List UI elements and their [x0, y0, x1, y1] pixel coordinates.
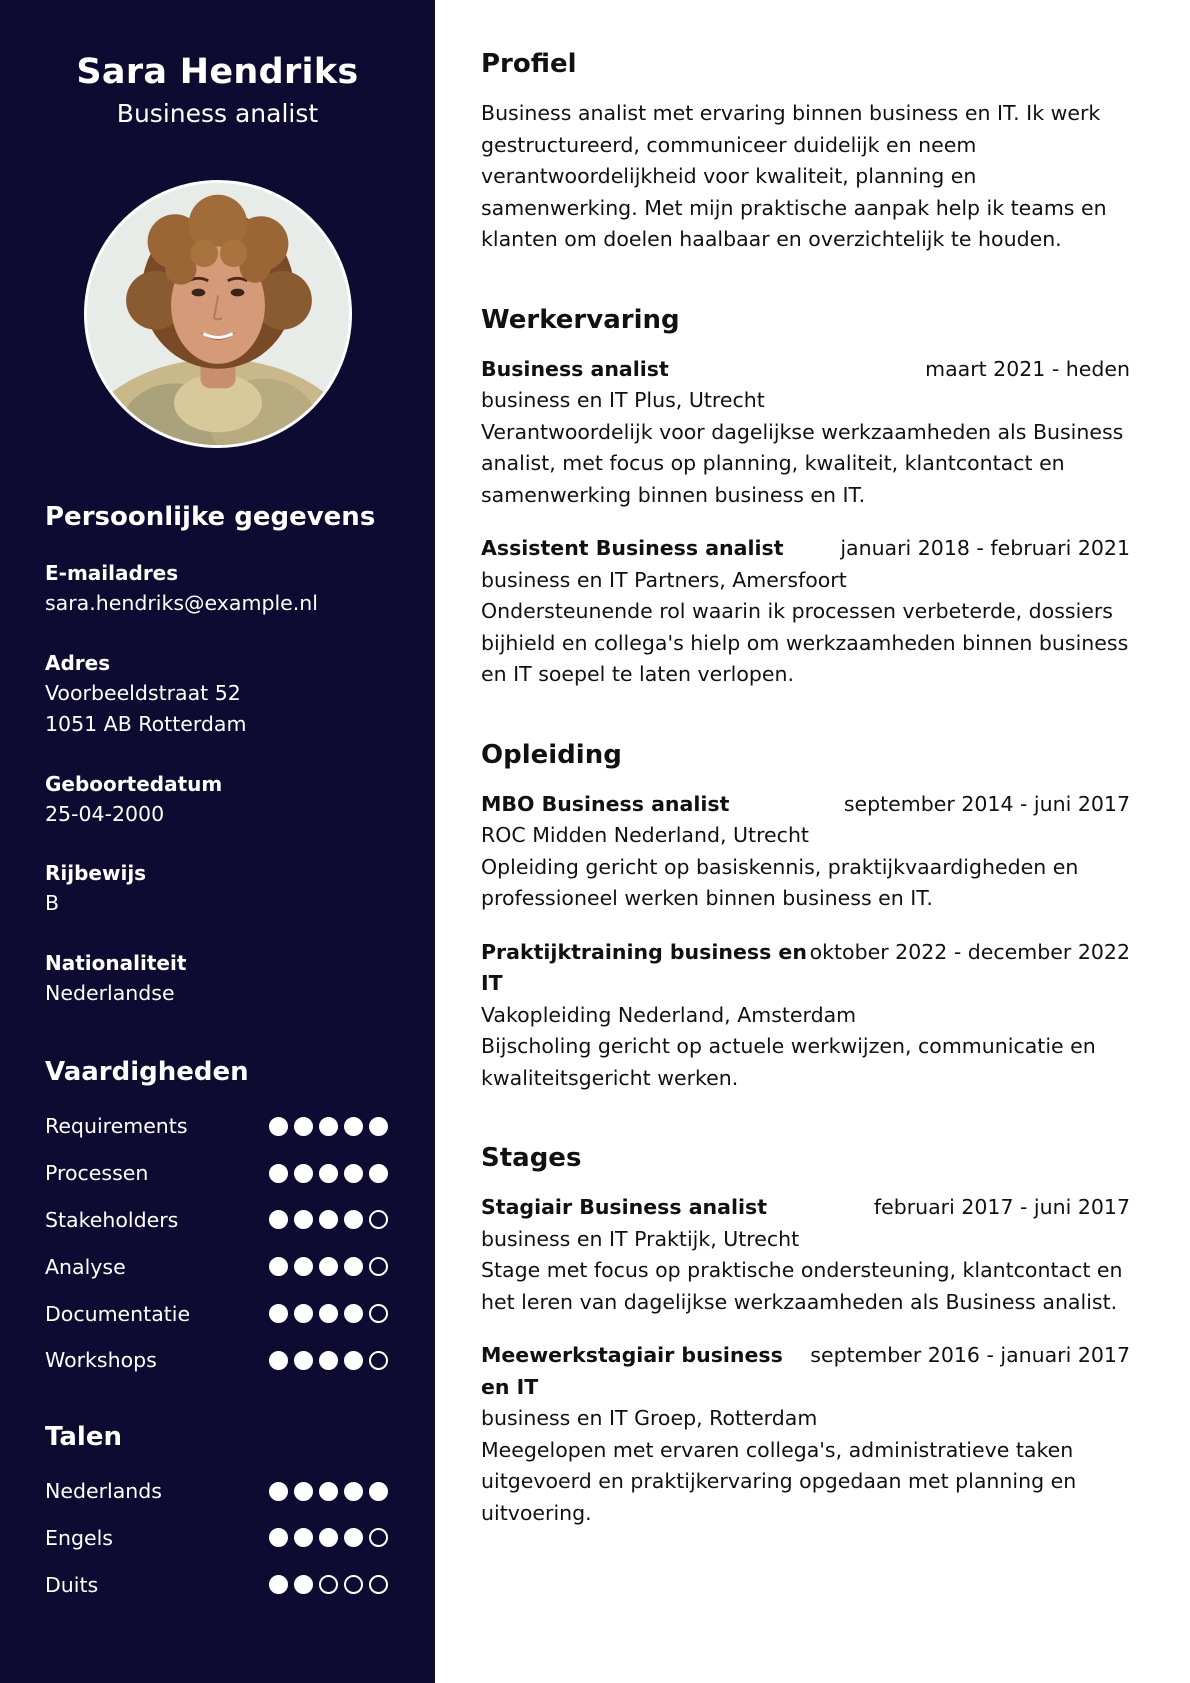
rating-dot-empty	[319, 1575, 338, 1594]
detail-value: Nederlandse	[45, 980, 175, 1005]
rating-dot-filled	[344, 1528, 363, 1547]
profile-photo	[87, 183, 349, 445]
language-row	[45, 1561, 390, 1608]
avatar	[84, 180, 352, 448]
detail-label: Nationaliteit	[45, 950, 187, 975]
skill-name: Requirements	[45, 1114, 188, 1139]
rating-dots	[269, 1351, 388, 1370]
entry	[481, 1340, 1130, 1529]
language-name: Nederlands	[45, 1479, 162, 1504]
personal-details	[45, 558, 390, 1009]
entry-date: januari 2018 - februari 2021	[840, 536, 1130, 560]
entry-description: Meegelopen met ervaren collega's, administratieve taken uitgevoerd en praktijkervaring opgedaan met planning en uitvoering.	[481, 1437, 1077, 1525]
rating-dots	[269, 1257, 388, 1276]
skill-name: Documentatie	[45, 1301, 191, 1326]
entry-role: MBO Business analist	[481, 791, 730, 816]
rating-dot-filled	[319, 1304, 338, 1323]
rating-dot-filled	[269, 1117, 288, 1136]
language-row	[45, 1515, 390, 1562]
profile-text: Business analist met ervaring binnen business en IT. Ik werk gestructureerd, communiceer duidelijk en neem verantwoordelijkheid voor kwaliteit, planning en samenwerking. Met mijn praktische aanpak help ik teams en klanten om doelen haalbaar en overzichtelijk te houden.	[481, 101, 1107, 251]
entry-description: Stage met focus op praktische ondersteuning, klantcontact en het leren van dagelijkse werkzaamheden als Business analist.	[481, 1258, 1123, 1314]
detail-item	[45, 648, 390, 741]
rating-dot-filled	[369, 1482, 388, 1501]
entry-header	[481, 533, 1130, 565]
entry-date: oktober 2022 - december 2022	[809, 939, 1130, 964]
entry	[481, 1192, 1130, 1318]
rating-dot-filled	[294, 1482, 313, 1501]
cv-section	[481, 737, 1130, 1095]
rating-dot-filled	[319, 1117, 338, 1136]
rating-dot-filled	[269, 1575, 288, 1594]
entry-organization: ROC Midden Nederland, Utrecht	[481, 823, 809, 847]
language-name: Duits	[45, 1572, 99, 1597]
rating-dots	[269, 1482, 388, 1501]
rating-dot-filled	[269, 1304, 288, 1323]
entry-organization: business en IT Groep, Rotterdam	[481, 1406, 818, 1430]
section-entries	[481, 354, 1130, 691]
detail-value: sara.hendriks@example.nl	[45, 591, 318, 615]
detail-item	[45, 948, 390, 1010]
rating-dot-filled	[294, 1304, 313, 1323]
rating-dot-filled	[269, 1210, 288, 1229]
rating-dot-filled	[344, 1351, 363, 1370]
detail-item	[45, 558, 390, 620]
cv-sections	[481, 302, 1130, 1530]
skill-name: Stakeholders	[45, 1207, 179, 1232]
entry-role: Assistent Business analist	[481, 536, 784, 560]
rating-dot-filled	[319, 1528, 338, 1547]
cv-section	[481, 1140, 1130, 1529]
skill-name: Processen	[45, 1161, 149, 1186]
rating-dot-filled	[369, 1164, 388, 1183]
entry-description: Opleiding gericht op basiskennis, praktijkvaardigheden en professioneel werken binnen business en IT.	[481, 854, 1079, 910]
entry-role: Stagiair Business analist	[481, 1195, 768, 1219]
rating-dots	[269, 1575, 388, 1594]
section-entries	[481, 789, 1130, 1095]
rating-dot-filled	[344, 1117, 363, 1136]
skill-row	[45, 1197, 390, 1244]
rating-dot-filled	[269, 1528, 288, 1547]
languages-heading: Talen	[45, 1421, 122, 1452]
rating-dot-filled	[344, 1482, 363, 1501]
section-heading: Opleiding	[481, 739, 622, 770]
entry-role: Meewerkstagiair business en IT	[481, 1343, 783, 1399]
entry-header	[481, 1192, 1130, 1224]
rating-dot-empty	[369, 1528, 388, 1547]
rating-dot-filled	[369, 1117, 388, 1136]
detail-value: 1051 AB Rotterdam	[45, 712, 247, 736]
job-title: Business analist	[116, 99, 319, 128]
entry-organization: business en IT Plus, Utrecht	[481, 388, 765, 412]
rating-dots	[269, 1117, 388, 1136]
rating-dot-empty	[369, 1575, 388, 1594]
detail-value: 25-04-2000	[45, 801, 165, 826]
languages-list	[45, 1468, 390, 1608]
rating-dots	[269, 1304, 388, 1323]
rating-dot-filled	[269, 1351, 288, 1370]
main-content	[435, 0, 1190, 1683]
rating-dots	[269, 1164, 388, 1183]
rating-dot-filled	[294, 1351, 313, 1370]
person-name: Sara Hendriks	[76, 52, 359, 92]
rating-dot-filled	[294, 1164, 313, 1183]
detail-value: B	[45, 891, 60, 915]
entry-header	[481, 354, 1130, 386]
entry-organization: business en IT Praktijk, Utrecht	[481, 1226, 800, 1251]
rating-dot-filled	[319, 1482, 338, 1501]
detail-value: Voorbeeldstraat 52	[45, 680, 241, 705]
rating-dot-filled	[269, 1164, 288, 1183]
skill-row	[45, 1290, 390, 1337]
rating-dot-filled	[269, 1257, 288, 1276]
profile-heading: Profiel	[481, 49, 577, 79]
entry-organization: Vakopleiding Nederland, Amsterdam	[481, 1002, 857, 1027]
rating-dot-filled	[294, 1257, 313, 1276]
sidebar	[0, 0, 435, 1683]
detail-label: E-mailadres	[45, 561, 179, 585]
detail-label: Rijbewijs	[45, 861, 147, 885]
skills-list	[45, 1103, 390, 1384]
entry-description: Ondersteunende rol waarin ik processen verbeterde, dossiers bijhield en collega's hielp om werkzaamheden binnen business en IT soepel te laten verlopen.	[481, 599, 1129, 686]
rating-dot-filled	[319, 1351, 338, 1370]
rating-dot-filled	[344, 1257, 363, 1276]
entry-date: maart 2021 - heden	[925, 356, 1130, 381]
detail-label: Adres	[45, 650, 111, 675]
rating-dot-filled	[319, 1164, 338, 1183]
entry-date: september 2014 - juni 2017	[843, 791, 1130, 816]
detail-label: Geboortedatum	[45, 771, 223, 796]
language-row	[45, 1468, 390, 1515]
rating-dot-filled	[344, 1304, 363, 1323]
rating-dot-filled	[294, 1575, 313, 1594]
rating-dot-filled	[294, 1528, 313, 1547]
skill-row	[45, 1150, 390, 1197]
personal-details-heading: Persoonlijke gegevens	[45, 502, 376, 532]
language-name: Engels	[45, 1525, 113, 1550]
entry-date: februari 2017 - juni 2017	[873, 1195, 1130, 1219]
entry-header	[481, 1340, 1130, 1403]
rating-dot-filled	[269, 1482, 288, 1501]
rating-dot-empty	[369, 1351, 388, 1370]
section-entries	[481, 1192, 1130, 1529]
rating-dot-filled	[344, 1164, 363, 1183]
entry-header	[481, 937, 1130, 1000]
entry	[481, 533, 1130, 691]
section-heading: Werkervaring	[481, 304, 680, 335]
skill-name: Analyse	[45, 1254, 126, 1279]
skill-row	[45, 1243, 390, 1290]
rating-dot-empty	[369, 1304, 388, 1323]
rating-dot-filled	[294, 1117, 313, 1136]
entry-date: september 2016 - januari 2017	[810, 1343, 1130, 1367]
detail-item	[45, 769, 390, 831]
rating-dots	[269, 1528, 388, 1547]
skill-row	[45, 1103, 390, 1150]
rating-dot-filled	[319, 1210, 338, 1229]
rating-dot-empty	[369, 1210, 388, 1229]
entry-role: Praktijktraining business en IT	[481, 939, 807, 995]
entry	[481, 789, 1130, 915]
skill-name: Workshops	[45, 1348, 157, 1373]
rating-dot-empty	[369, 1257, 388, 1276]
rating-dot-filled	[319, 1257, 338, 1276]
detail-item	[45, 858, 390, 920]
rating-dot-filled	[344, 1210, 363, 1229]
entry	[481, 937, 1130, 1095]
rating-dots	[269, 1210, 388, 1229]
entry-organization: business en IT Partners, Amersfoort	[481, 567, 847, 592]
entry-header	[481, 789, 1130, 821]
section-heading: Stages	[481, 1143, 582, 1173]
rating-dot-empty	[344, 1575, 363, 1594]
cv-section	[481, 302, 1130, 691]
entry-role: Business analist	[481, 356, 669, 381]
skills-heading: Vaardigheden	[45, 1057, 249, 1087]
entry-description: Verantwoordelijk voor dagelijkse werkzaamheden als Business analist, met focus op planning, kwaliteit, klantcontact en samenwerking binnen business en IT.	[481, 419, 1124, 507]
entry	[481, 354, 1130, 512]
skill-row	[45, 1337, 390, 1384]
entry-description: Bijscholing gericht op actuele werkwijzen, communicatie en kwaliteitsgericht werken.	[481, 1034, 1096, 1090]
rating-dot-filled	[294, 1210, 313, 1229]
